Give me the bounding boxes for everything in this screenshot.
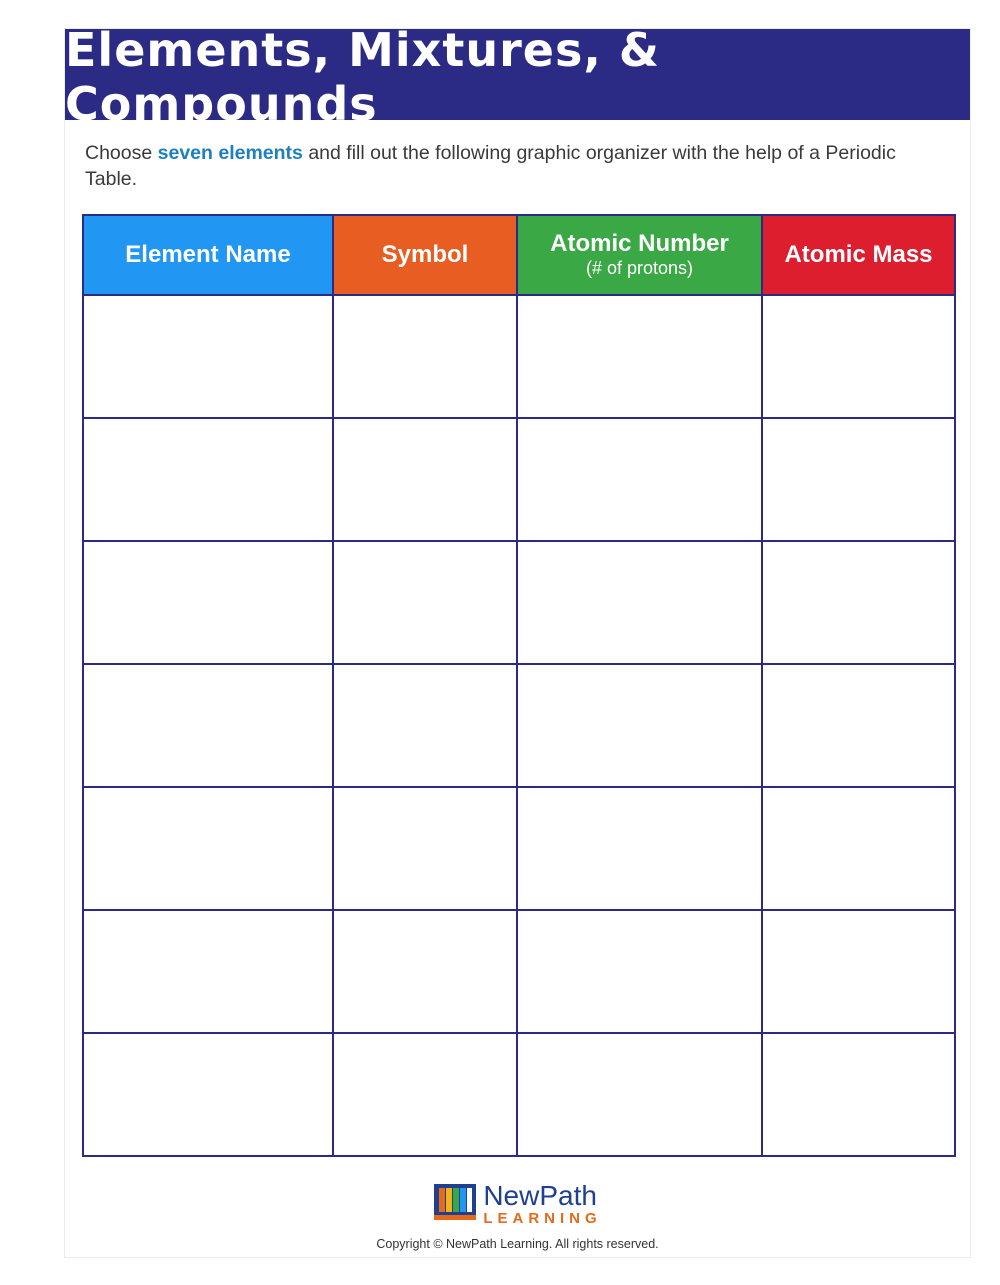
column-header-symbol <box>333 215 517 295</box>
answer-cell[interactable] <box>83 1033 333 1156</box>
table-row <box>83 418 955 541</box>
column-header-label: Atomic Mass <box>784 241 933 268</box>
answer-cell[interactable] <box>517 787 762 910</box>
answer-cell[interactable] <box>333 418 517 541</box>
table-row <box>83 295 955 418</box>
answer-cell[interactable] <box>762 664 955 787</box>
column-header-sublabel: (# of protons) <box>585 258 694 278</box>
answer-cell[interactable] <box>762 295 955 418</box>
worksheet-page <box>65 22 970 1257</box>
answer-cell[interactable] <box>762 418 955 541</box>
column-header-atomic-number <box>517 215 762 295</box>
column-header-element-name <box>83 215 333 295</box>
table-row <box>83 910 955 1033</box>
instructions <box>85 140 945 192</box>
graphic-organizer-table <box>82 214 956 1157</box>
footer <box>65 1182 970 1251</box>
newpath-logo <box>433 1182 601 1226</box>
answer-cell[interactable] <box>83 787 333 910</box>
answer-cell[interactable] <box>517 1033 762 1156</box>
answer-cell[interactable] <box>762 910 955 1033</box>
copyright-notice: Copyright © NewPath Learning. All rights reserved. <box>376 1237 659 1251</box>
instructions-highlight: seven elements <box>157 142 303 164</box>
instructions-lead: Choose <box>85 142 158 164</box>
answer-cell[interactable] <box>762 787 955 910</box>
title-banner <box>65 22 970 131</box>
logo-learning-text: LEARNING <box>483 1210 602 1227</box>
page-title: Elements, Mixtures, & Compounds <box>65 22 660 131</box>
instructions-rest: and fill out the following graphic organizer with the help of a Periodic Table. <box>85 142 896 190</box>
logo-newpath-text: NewPath <box>483 1180 597 1211</box>
answer-cell[interactable] <box>333 910 517 1033</box>
table-body <box>83 295 955 1156</box>
answer-cell[interactable] <box>333 295 517 418</box>
answer-cell[interactable] <box>83 541 333 664</box>
answer-cell[interactable] <box>83 418 333 541</box>
answer-cell[interactable] <box>83 664 333 787</box>
answer-cell[interactable] <box>517 910 762 1033</box>
answer-cell[interactable] <box>517 664 762 787</box>
answer-cell[interactable] <box>517 541 762 664</box>
column-header-atomic-mass <box>762 215 955 295</box>
answer-cell[interactable] <box>333 1033 517 1156</box>
column-header-label: Element Name <box>125 241 291 268</box>
answer-cell[interactable] <box>333 541 517 664</box>
answer-cell[interactable] <box>517 418 762 541</box>
answer-cell[interactable] <box>762 1033 955 1156</box>
table-row <box>83 541 955 664</box>
answer-cell[interactable] <box>83 295 333 418</box>
header-row <box>83 215 955 295</box>
column-header-label: Atomic Number <box>550 230 729 257</box>
answer-cell[interactable] <box>333 787 517 910</box>
table-row <box>83 1033 955 1156</box>
answer-cell[interactable] <box>762 541 955 664</box>
table-row <box>83 664 955 787</box>
answer-cell[interactable] <box>83 910 333 1033</box>
column-header-label: Symbol <box>381 241 469 268</box>
answer-cell[interactable] <box>517 295 762 418</box>
table-row <box>83 787 955 910</box>
answer-cell[interactable] <box>333 664 517 787</box>
book-logo-icon <box>433 1182 477 1222</box>
